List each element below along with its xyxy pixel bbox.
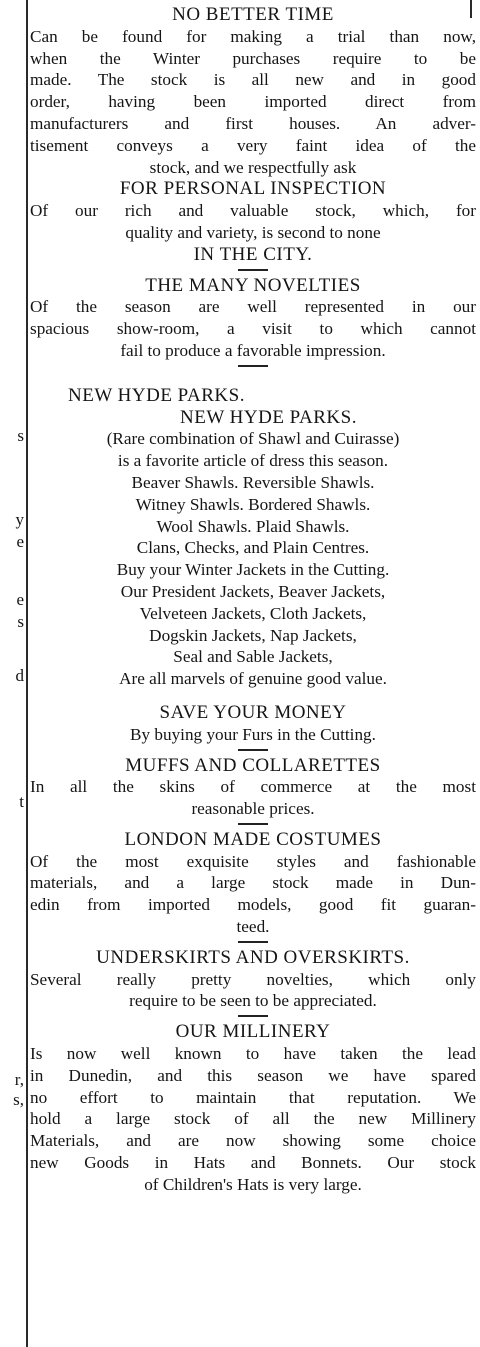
text-line: stock, and we respectfully ask xyxy=(149,157,357,177)
margin-fragment: r, xyxy=(14,1070,24,1089)
section-underskirts-and-overskirts xyxy=(30,947,476,1012)
text-line: when the Winter purchases require to be xyxy=(30,48,476,68)
text-line: Of our rich and valuable stock, which, for xyxy=(30,201,476,221)
text-line: hold a large stock of all the new Millinery xyxy=(30,1109,476,1129)
section-divider-rule xyxy=(238,941,268,943)
text-line: in Dunedin, and this season we have spared xyxy=(30,1065,476,1085)
text-line: spacious show-room, a visit to which cannot xyxy=(30,319,476,339)
text-line: Several really pretty novelties, which only xyxy=(30,969,476,989)
section-divider-rule xyxy=(238,749,268,751)
section-divider-rule xyxy=(238,269,268,271)
text-line: no effort to maintain that reputation. We xyxy=(30,1087,476,1107)
section-heading: UNDERSKIRTS AND OVERSKIRTS. xyxy=(96,946,410,968)
section-heading: NO BETTER TIME xyxy=(172,4,334,25)
text-line: order, having been imported direct from xyxy=(30,92,476,112)
section-heading: FOR PERSONAL INSPECTION xyxy=(119,178,387,200)
section-london-made-costumes xyxy=(30,829,476,938)
margin-fragment: e xyxy=(16,590,24,609)
text-line: Clans, Checks, and Plain Centres. xyxy=(136,538,370,558)
text-line: Seal and Sable Jackets, xyxy=(173,647,333,667)
section-heading: NEW HYDE PARKS. xyxy=(180,406,357,428)
section-new-hyde-parks xyxy=(30,385,476,690)
section-heading: IN THE CITY. xyxy=(193,243,313,265)
text-line: Buy your Winter Jackets in the Cutting. xyxy=(116,560,390,580)
section-many-novelties xyxy=(30,275,476,362)
text-line: In all the skins of commerce at the most xyxy=(30,777,476,797)
section-heading: NEW HYDE PARKS. xyxy=(68,384,245,406)
section-divider-rule xyxy=(238,1015,268,1017)
text-line: Can be found for making a trial than now, xyxy=(30,26,476,46)
text-line: new Goods in Hats and Bonnets. Our stock xyxy=(30,1153,476,1173)
text-line: Beaver Shawls. Reversible Shawls. xyxy=(131,472,375,492)
text-line: reasonable prices. xyxy=(191,799,315,819)
section-heading: SAVE YOUR MONEY xyxy=(159,701,347,723)
margin-fragment: e xyxy=(16,532,24,551)
margin-fragment: s xyxy=(17,612,24,631)
section-heading: THE MANY NOVELTIES xyxy=(145,274,361,296)
margin-fragment: s, xyxy=(13,1090,24,1109)
text-line: Velveteen Jackets, Cloth Jackets, xyxy=(139,603,367,623)
text-line: fail to produce a favorable impression. xyxy=(120,340,386,360)
text-line: materials, and a large stock made in Dun- xyxy=(30,873,476,893)
section-no-better-time xyxy=(30,4,476,266)
section-save-your-money xyxy=(30,702,476,746)
margin-fragment: t xyxy=(19,792,24,811)
margin-fragment: d xyxy=(15,666,24,685)
text-line: quality and variety, is second to none xyxy=(125,222,381,242)
text-line: Witney Shawls. Bordered Shawls. xyxy=(135,494,371,514)
text-line: Our President Jackets, Beaver Jackets, xyxy=(120,581,386,601)
margin-fragment: y xyxy=(15,510,24,529)
section-heading: OUR MILLINERY xyxy=(175,1021,331,1043)
text-line: Are all marvels of genuine good value. xyxy=(119,669,387,689)
text-line: Dogskin Jackets, Nap Jackets, xyxy=(149,625,357,645)
text-line: Of the most exquisite styles and fashionable xyxy=(30,851,476,871)
text-line: Materials, and are now showing some choice xyxy=(30,1131,476,1151)
text-line: Is now well known to have taken the lead xyxy=(30,1044,476,1064)
section-heading: MUFFS AND COLLARETTES xyxy=(125,754,381,776)
column-rule xyxy=(26,0,28,1347)
text-line: By buying your Furs in the Cutting. xyxy=(130,724,376,744)
text-line: (Rare combination of Shawl and Cuirasse) xyxy=(106,429,400,449)
section-our-millinery xyxy=(30,1021,476,1195)
section-divider-rule xyxy=(238,823,268,825)
section-muffs-and-collarettes xyxy=(30,755,476,820)
text-line: edin from imported models, good fit guaran- xyxy=(30,895,476,915)
text-line: teed. xyxy=(236,917,270,937)
text-line: of Children's Hats is very large. xyxy=(144,1174,362,1194)
text-line: is a favorite article of dress this season. xyxy=(117,451,389,471)
text-line: tisement conveys a very faint idea of the xyxy=(30,135,476,155)
left-margin-fragments xyxy=(0,0,24,1347)
advertisement-column xyxy=(30,4,476,1196)
text-line: made. The stock is all new and in good xyxy=(30,70,476,90)
text-line: Wool Shawls. Plaid Shawls. xyxy=(156,516,350,536)
margin-fragment: s xyxy=(17,426,24,445)
text-line: require to be seen to be appreciated. xyxy=(129,991,377,1011)
section-divider-rule xyxy=(238,365,268,367)
text-line: manufacturers and first houses. An adver- xyxy=(30,113,476,133)
text-line: Of the season are well represented in our xyxy=(30,297,476,317)
section-heading: LONDON MADE COSTUMES xyxy=(124,828,382,850)
